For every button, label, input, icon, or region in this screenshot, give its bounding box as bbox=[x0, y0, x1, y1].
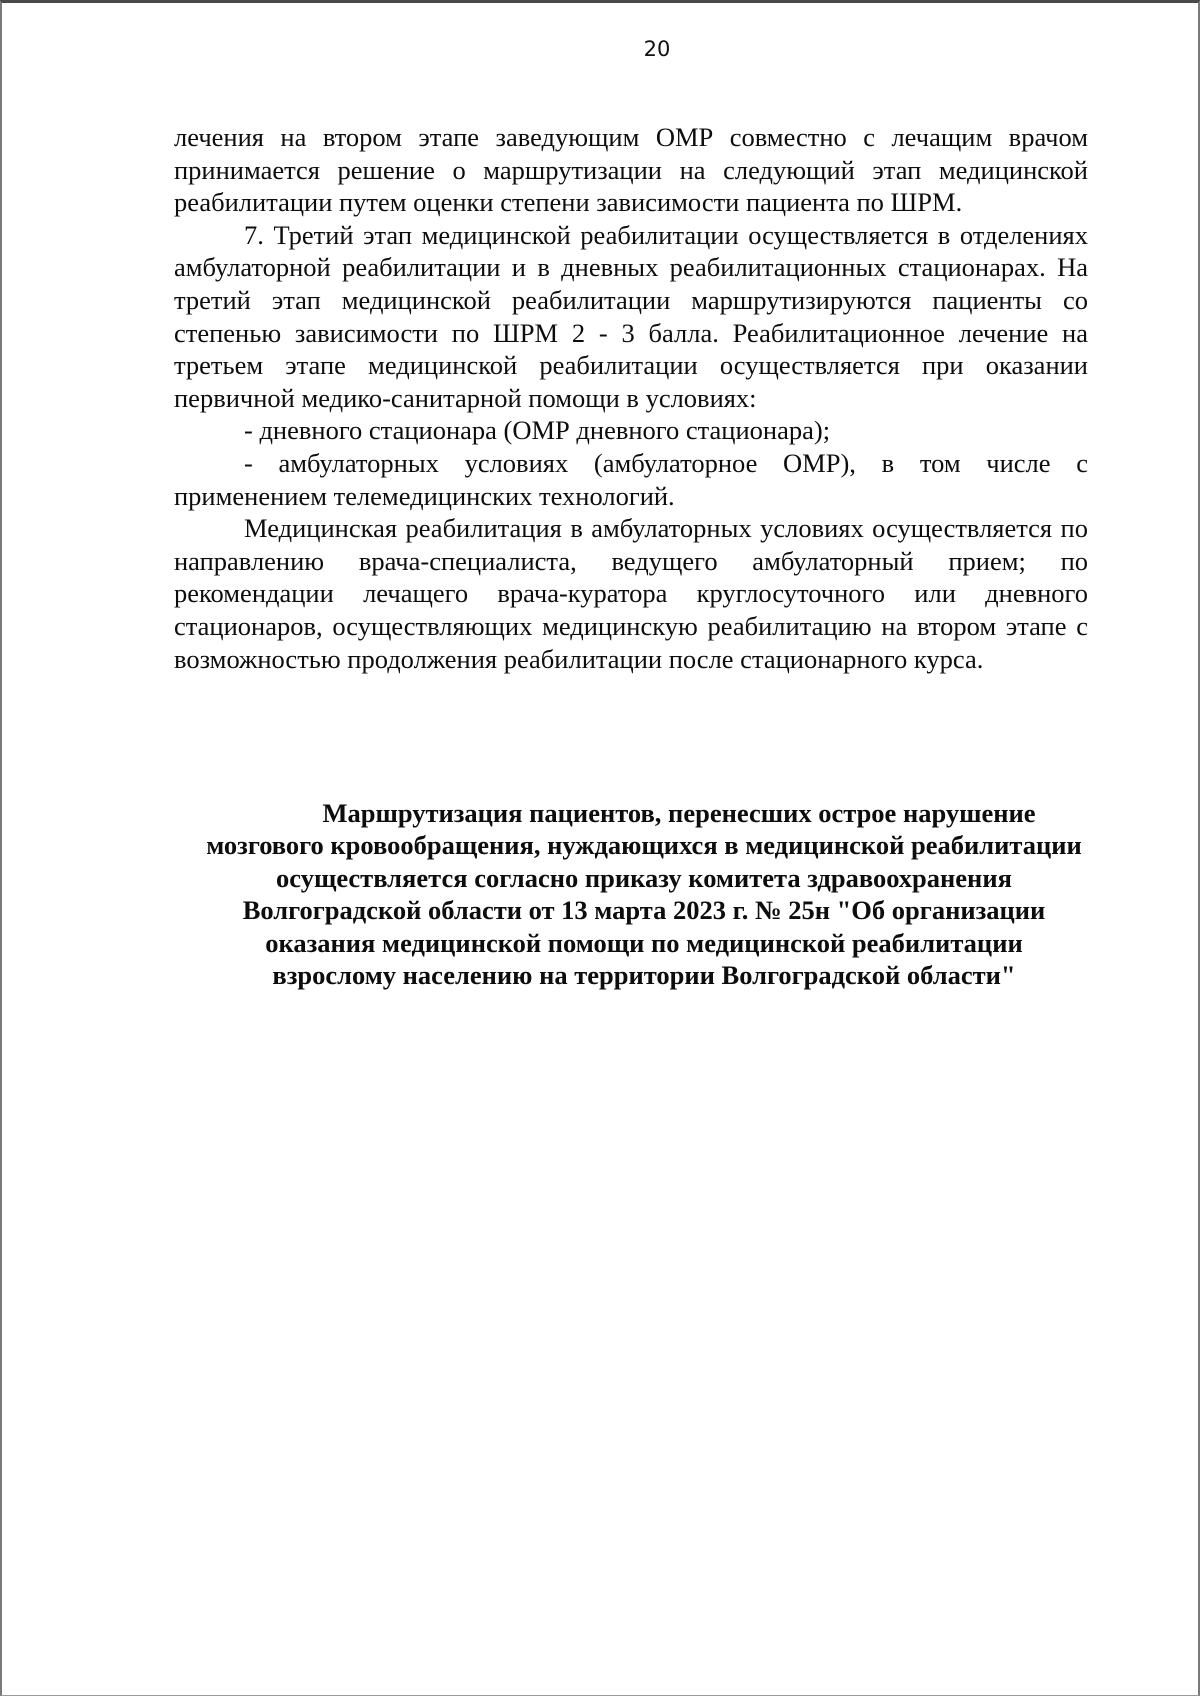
paragraph-item-7: 7. Третий этап медицинской реабилитации осуществляется в отделениях амбулаторной реабилитации и в дневных реабилитационных стационарах. На третий этап медицинской реабилитации маршрутизируются пациенты со степенью зависимости по ШРМ 2 - 3 балла. Реабилитационное лечение на третьем этапе медицинской реабилитации осуществляется при оказании первичной медико-санитарной помощи в условиях: bbox=[174, 219, 1088, 413]
heading-line: Маршрутизация пациентов, перенесших острое нарушение bbox=[322, 798, 1036, 828]
list-item-outpatient: - амбулаторных условиях (амбулаторное ОМР), в том числе с применением телемедицинских технологий. bbox=[174, 447, 1088, 511]
heading-line: взрослому населению на территории Волгоградской области" bbox=[272, 960, 1016, 991]
heading-line: оказания медицинской помощи по медицинской реабилитации bbox=[265, 927, 1023, 958]
heading-line: мозгового кровообращения, нуждающихся в медицинской реабилитации bbox=[206, 830, 1082, 861]
paragraph-continuation: лечения на втором этапе заведующим ОМР совместно с лечащим врачом принимается решение о маршрутизации на следующий этап медицинской реабилитации путем оценки степени зависимости пациента по ШРМ. bbox=[174, 122, 1088, 218]
heading-line: Волгоградской области от 13 марта 2023 г. № 25н "Об организации bbox=[242, 895, 1046, 926]
page-number: 20 bbox=[643, 37, 671, 61]
paragraph-outpatient-rehabilitation: Медицинская реабилитация в амбулаторных условиях осуществляется по направлению врача-специалиста, ведущего амбулаторный прием; по рекомендации лечащего врача-куратора круглосуточного или дневного стационаров, осуществляющих медицинскую реабилитацию на втором этапе с возможностью продолжения реабилитации после стационарного курса. bbox=[174, 513, 1088, 674]
heading-line: осуществляется согласно приказу комитета здравоохранения bbox=[276, 862, 1012, 893]
list-item-day-hospital: - дневного стационара (ОМР дневного стационара); bbox=[244, 415, 831, 446]
body-text bbox=[174, 121, 1088, 675]
section-heading bbox=[174, 797, 1114, 991]
